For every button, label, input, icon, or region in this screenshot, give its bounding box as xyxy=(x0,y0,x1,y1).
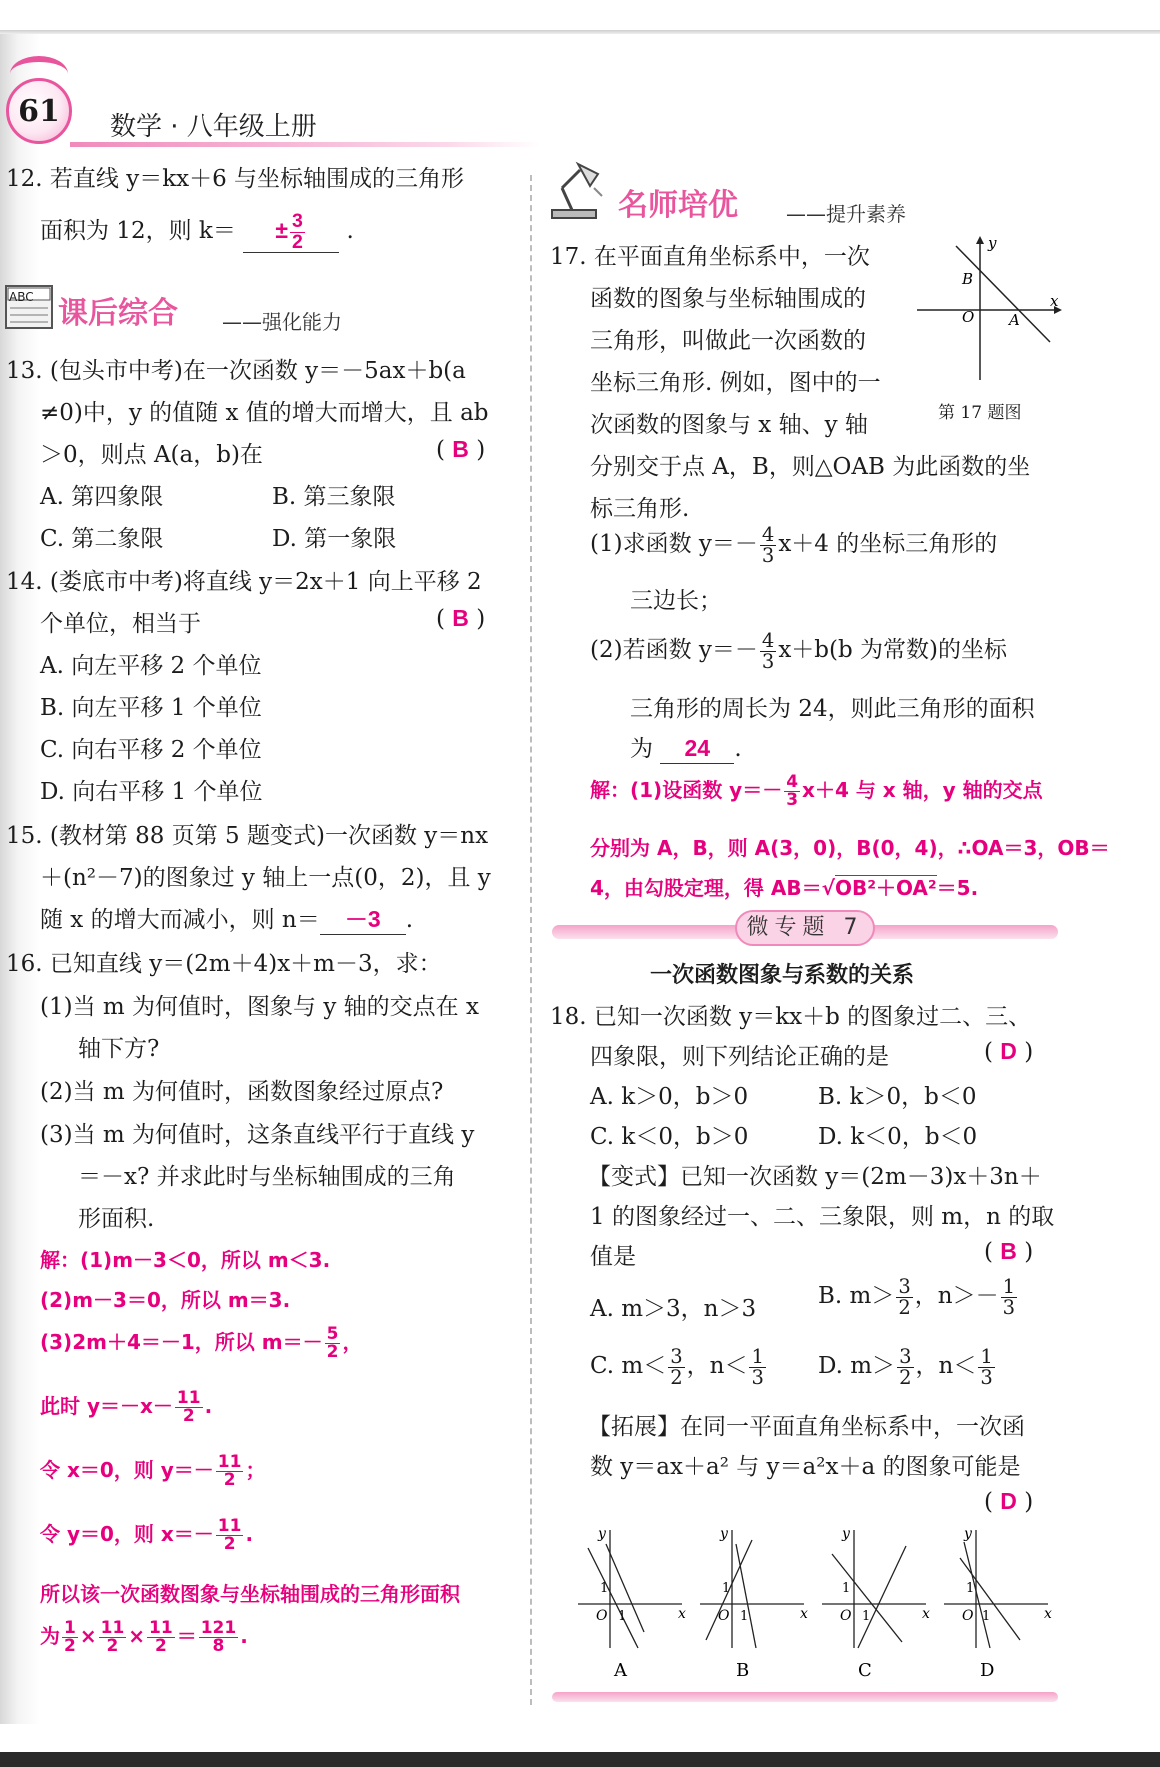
column-divider xyxy=(530,175,532,1705)
q16-solution-5: 令 x＝0，则 y＝－ $\frac{11}{2}$ ； xyxy=(40,1452,266,1490)
q17-line-3: 三角形，叫做此一次函数的 xyxy=(590,328,866,354)
q15-line-2: ＋(n²－7)的图象过 y 轴上一点(0，2)，且 y xyxy=(40,865,491,891)
q14-line-1: 14. (娄底市中考)将直线 y＝2x＋1 向上平移 2 xyxy=(6,569,482,595)
q14-answer-bracket: ( B ) xyxy=(436,605,486,632)
q17-part2-answer-line: 为 24 . xyxy=(630,735,742,762)
q13-option-d: D. 第一象限 xyxy=(272,526,397,552)
q16-part3-c: 形面积. xyxy=(78,1206,155,1232)
q12-line-2 xyxy=(40,212,354,253)
q18-graph-b-line-2 xyxy=(736,1544,756,1648)
graph-a-o: O xyxy=(596,1608,608,1624)
graph-b-y: y xyxy=(720,1526,728,1542)
q17-answer: 24 xyxy=(660,733,734,764)
q18-line-2: 四象限，则下列结论正确的是 xyxy=(590,1044,889,1070)
q16-line-1: 16. 已知直线 y＝(2m＋4)x＋m－3，求： xyxy=(6,951,442,977)
q18-graph-d xyxy=(944,1526,1052,1681)
q14-option-c: C. 向右平移 2 个单位 xyxy=(40,737,262,763)
q12-answer-blank xyxy=(243,212,339,253)
q12-answer-fraction: $\frac{3}{2}$ xyxy=(292,210,303,253)
q16-part1-b: 轴下方? xyxy=(78,1036,160,1062)
q17-part1-cont: 三边长； xyxy=(630,588,722,614)
graph-b-o: O xyxy=(718,1608,730,1624)
q17-solution-3: 4，由勾股定理，得 AB＝√OB²＋OA²＝5. xyxy=(590,876,979,900)
q17-line-6: 分别交于点 A，B，则△OAB 为此函数的坐 xyxy=(590,454,1031,480)
q18-option-c: C. k＜0，b＞0 xyxy=(590,1124,749,1150)
graph-a-y: y xyxy=(598,1526,606,1542)
q18-graph-a xyxy=(578,1526,686,1681)
header-underline xyxy=(70,142,540,147)
q12-answer-sign: ± xyxy=(275,217,289,244)
q13-line-2: ≠0)中，y 的值随 x 值的增大而增大，且 ab xyxy=(40,400,489,426)
q16-part2: (2)当 m 为何值时，函数图象经过原点? xyxy=(40,1079,444,1105)
sec2-subtitle: ——提升素养 xyxy=(786,202,906,226)
graph-d-o: O xyxy=(962,1608,974,1624)
topic-label: 微专题 7 xyxy=(735,910,875,946)
q18-variant-option-c: C. m＜ $\frac{3}{2}$ ，n＜ $\frac{1}{3}$ xyxy=(590,1344,764,1389)
q16-solution-7: 所以该一次函数图象与坐标轴围成的三角形面积 xyxy=(40,1582,460,1606)
book-title: 数学 · 八年级上册 xyxy=(110,112,317,142)
sec2-title: 名师培优 xyxy=(618,188,738,223)
q17-line-5: 次函数的图象与 x 轴、y 轴 xyxy=(590,412,868,438)
q17-y-arrow xyxy=(976,236,984,244)
q14-line-2: 个单位，相当于 xyxy=(40,611,201,637)
q18-variant-option-b: B. m＞ $\frac{3}{2}$ ，n＞－ $\frac{1}{3}$ xyxy=(818,1274,1016,1319)
graph-b-x: x xyxy=(800,1606,808,1622)
q18-graph-b xyxy=(700,1526,808,1681)
topic-title: 一次函数图象与系数的关系 xyxy=(650,963,915,988)
q16-part3-b: ＝－x? 并求此时与坐标轴围成的三角 xyxy=(78,1164,456,1190)
q18-variant-option-a: A. m＞3，n＞3 xyxy=(590,1296,757,1322)
graph-b-y1: 1 xyxy=(722,1581,731,1596)
q18-variant-answer-bracket: ( B ) xyxy=(984,1238,1034,1265)
q18-extension-line-1: 【拓展】在同一平面直角坐标系中，一次函 xyxy=(588,1414,1025,1440)
graph-c-label: C xyxy=(858,1660,872,1681)
q15-answer: －3 xyxy=(320,904,406,935)
graph-a-label: A xyxy=(614,1660,627,1681)
bottom-dark-bar xyxy=(0,1752,1160,1767)
q14-option-a: A. 向左平移 2 个单位 xyxy=(40,653,262,679)
q18-option-b: B. k＞0，b＜0 xyxy=(818,1084,977,1110)
q17-line-7: 标三角形. xyxy=(590,496,690,522)
q12-text: 面积为 12，则 k＝ xyxy=(40,218,236,245)
q17-line xyxy=(956,246,1050,342)
q18-graph-a-line-1 xyxy=(588,1548,638,1648)
graph-c-y1: 1 xyxy=(842,1581,851,1596)
q13-answer: B xyxy=(452,436,469,462)
q14-answer: B xyxy=(452,605,469,631)
graph-a-y1: 1 xyxy=(600,1581,609,1596)
q18-extension-answer-bracket: ( D ) xyxy=(984,1488,1034,1515)
graph-b-x1: 1 xyxy=(740,1609,749,1624)
q14-option-d: D. 向右平移 1 个单位 xyxy=(40,779,263,805)
q16-solution-2: (2)m－3＝0，所以 m＝3. xyxy=(40,1288,291,1312)
graph-c-o: O xyxy=(840,1608,852,1624)
q13-line-1: 13. (包头市中考)在一次函数 y＝－5ax＋b(a xyxy=(6,358,466,384)
q17-line-1: 17. 在平面直角坐标系中，一次 xyxy=(550,244,870,270)
q18-variant-line-2: 1 的图象经过一、二、三象限，则 m，n 的取 xyxy=(590,1204,1055,1230)
q15-line-3 xyxy=(40,901,413,935)
q18-answer: D xyxy=(1000,1038,1017,1064)
desk-lamp-icon xyxy=(548,160,612,226)
q18-variant-option-d: D. m＞ $\frac{3}{2}$ ，n＜ $\frac{1}{3}$ xyxy=(818,1344,993,1389)
q17-line-2: 函数的图象与坐标轴围成的 xyxy=(590,286,866,312)
q18-variant-line-1: 【变式】已知一次函数 y＝(2m－3)x＋3n＋ xyxy=(588,1164,1042,1190)
q16-solution-3: (3)2m＋4＝－1，所以 m＝－ $\frac{5}{2}$ ， xyxy=(40,1324,363,1362)
bottom-ribbon xyxy=(552,1692,1058,1702)
q18-variant-answer: B xyxy=(1000,1238,1017,1264)
q18-graph-c xyxy=(822,1526,930,1681)
q17-label-o: O xyxy=(962,308,975,326)
q13-option-a: A. 第四象限 xyxy=(40,484,164,510)
q17-solution-1: 解：(1)设函数 y＝－ $\frac{4}{3}$ x＋4 与 x 轴，y 轴的交点 xyxy=(590,772,1043,810)
q16-solution-6: 令 y＝0，则 x＝－ $\frac{11}{2}$ . xyxy=(40,1516,254,1554)
q17-label-a: A xyxy=(1009,311,1020,329)
graph-d-y: y xyxy=(964,1526,972,1542)
q16-solution-4: 此时 y＝－x－ $\frac{11}{2}$ . xyxy=(40,1388,213,1426)
q15-period: . xyxy=(405,907,414,933)
graph-a-x1: 1 xyxy=(618,1609,627,1624)
q17-figure-caption: 第 17 题图 xyxy=(938,403,1022,423)
q17-line-4: 坐标三角形. 例如，图中的一 xyxy=(590,370,881,396)
q18-extension-answer: D xyxy=(1000,1488,1017,1514)
q17-part1: (1)求函数 y＝－ $\frac{4}{3}$ x＋4 的坐标三角形的 xyxy=(590,522,998,567)
q18-option-a: A. k＞0，b＞0 xyxy=(590,1084,749,1110)
q12-period: . xyxy=(346,218,354,245)
q17-label-x: x xyxy=(1050,292,1059,310)
q16-part3-a: (3)当 m 为何值时，这条直线平行于直线 y xyxy=(40,1122,475,1148)
q18-graph-d-line-2 xyxy=(960,1558,1020,1640)
q18-graph-c-line-2 xyxy=(858,1546,906,1648)
q18-option-d: D. k＜0，b＜0 xyxy=(818,1124,978,1150)
q13-line-3: ＞0，则点 A(a，b)在 xyxy=(40,442,263,468)
q17-solution-2: 分别为 A，B，则 A(3，0)，B(0，4)，∴OA＝3，OB＝ xyxy=(590,836,1110,860)
q18-answer-bracket: ( D ) xyxy=(984,1038,1034,1065)
q17-label-y: y xyxy=(988,234,997,252)
q18-option-graphs xyxy=(574,1524,1060,1684)
q17-label-b: B xyxy=(962,270,974,288)
sec1-badge-text: ABC xyxy=(9,290,34,304)
sec1-title: 课后综合 xyxy=(58,296,178,331)
graph-a-x: x xyxy=(678,1606,686,1622)
graph-b-label: B xyxy=(736,1660,750,1681)
q13-option-b: B. 第三象限 xyxy=(272,484,396,510)
sec1-subtitle: ——强化能力 xyxy=(222,310,342,334)
graph-c-x1: 1 xyxy=(862,1609,871,1624)
graph-d-x1: 1 xyxy=(982,1609,991,1624)
q17-part2-cont: 三角形的周长为 24，则此三角形的面积 xyxy=(630,696,1035,722)
q16-part1-a: (1)当 m 为何值时，图象与 y 轴的交点在 x xyxy=(40,994,479,1020)
graph-c-y: y xyxy=(842,1526,850,1542)
graph-d-label: D xyxy=(980,1660,995,1681)
page-number-badge xyxy=(6,78,72,144)
q14-option-b: B. 向左平移 1 个单位 xyxy=(40,695,262,721)
q17-figure xyxy=(912,232,1062,392)
graph-d-y1: 1 xyxy=(966,1581,975,1596)
q18-variant-line-3: 值是 xyxy=(590,1244,636,1270)
graph-d-x: x xyxy=(1044,1606,1052,1622)
q18-extension-line-2: 数 y＝ax＋a² 与 y＝a²x＋a 的图象可能是 xyxy=(590,1454,1021,1480)
q15-text: 随 x 的增大而减小，则 n＝ xyxy=(40,907,320,933)
q18-line-1: 18. 已知一次函数 y＝kx＋b 的图象过二、三、 xyxy=(550,1004,1032,1030)
q13-answer-bracket: ( B ) xyxy=(436,436,486,463)
q16-solution-1: 解：(1)m－3＜0，所以 m＜3. xyxy=(40,1248,331,1272)
q17-part2: (2)若函数 y＝－ $\frac{4}{3}$ x＋b(b 为常数)的坐标 xyxy=(590,628,1008,673)
graph-c-x: x xyxy=(922,1606,930,1622)
q13-option-c: C. 第二象限 xyxy=(40,526,164,552)
page-number: 61 xyxy=(18,93,60,129)
q15-line-1: 15. (教材第 88 页第 5 题变式)一次函数 y＝nx xyxy=(6,823,489,849)
abc-book-icon xyxy=(4,278,58,336)
q12-line-1: 12. 若直线 y＝kx＋6 与坐标轴围成的三角形 xyxy=(6,166,465,192)
q16-solution-8: 为 $\frac{1}{2}$ × $\frac{11}{2}$ × $\frac{11}{2}$ ＝ $\frac{121}{8}$ . xyxy=(40,1618,248,1656)
